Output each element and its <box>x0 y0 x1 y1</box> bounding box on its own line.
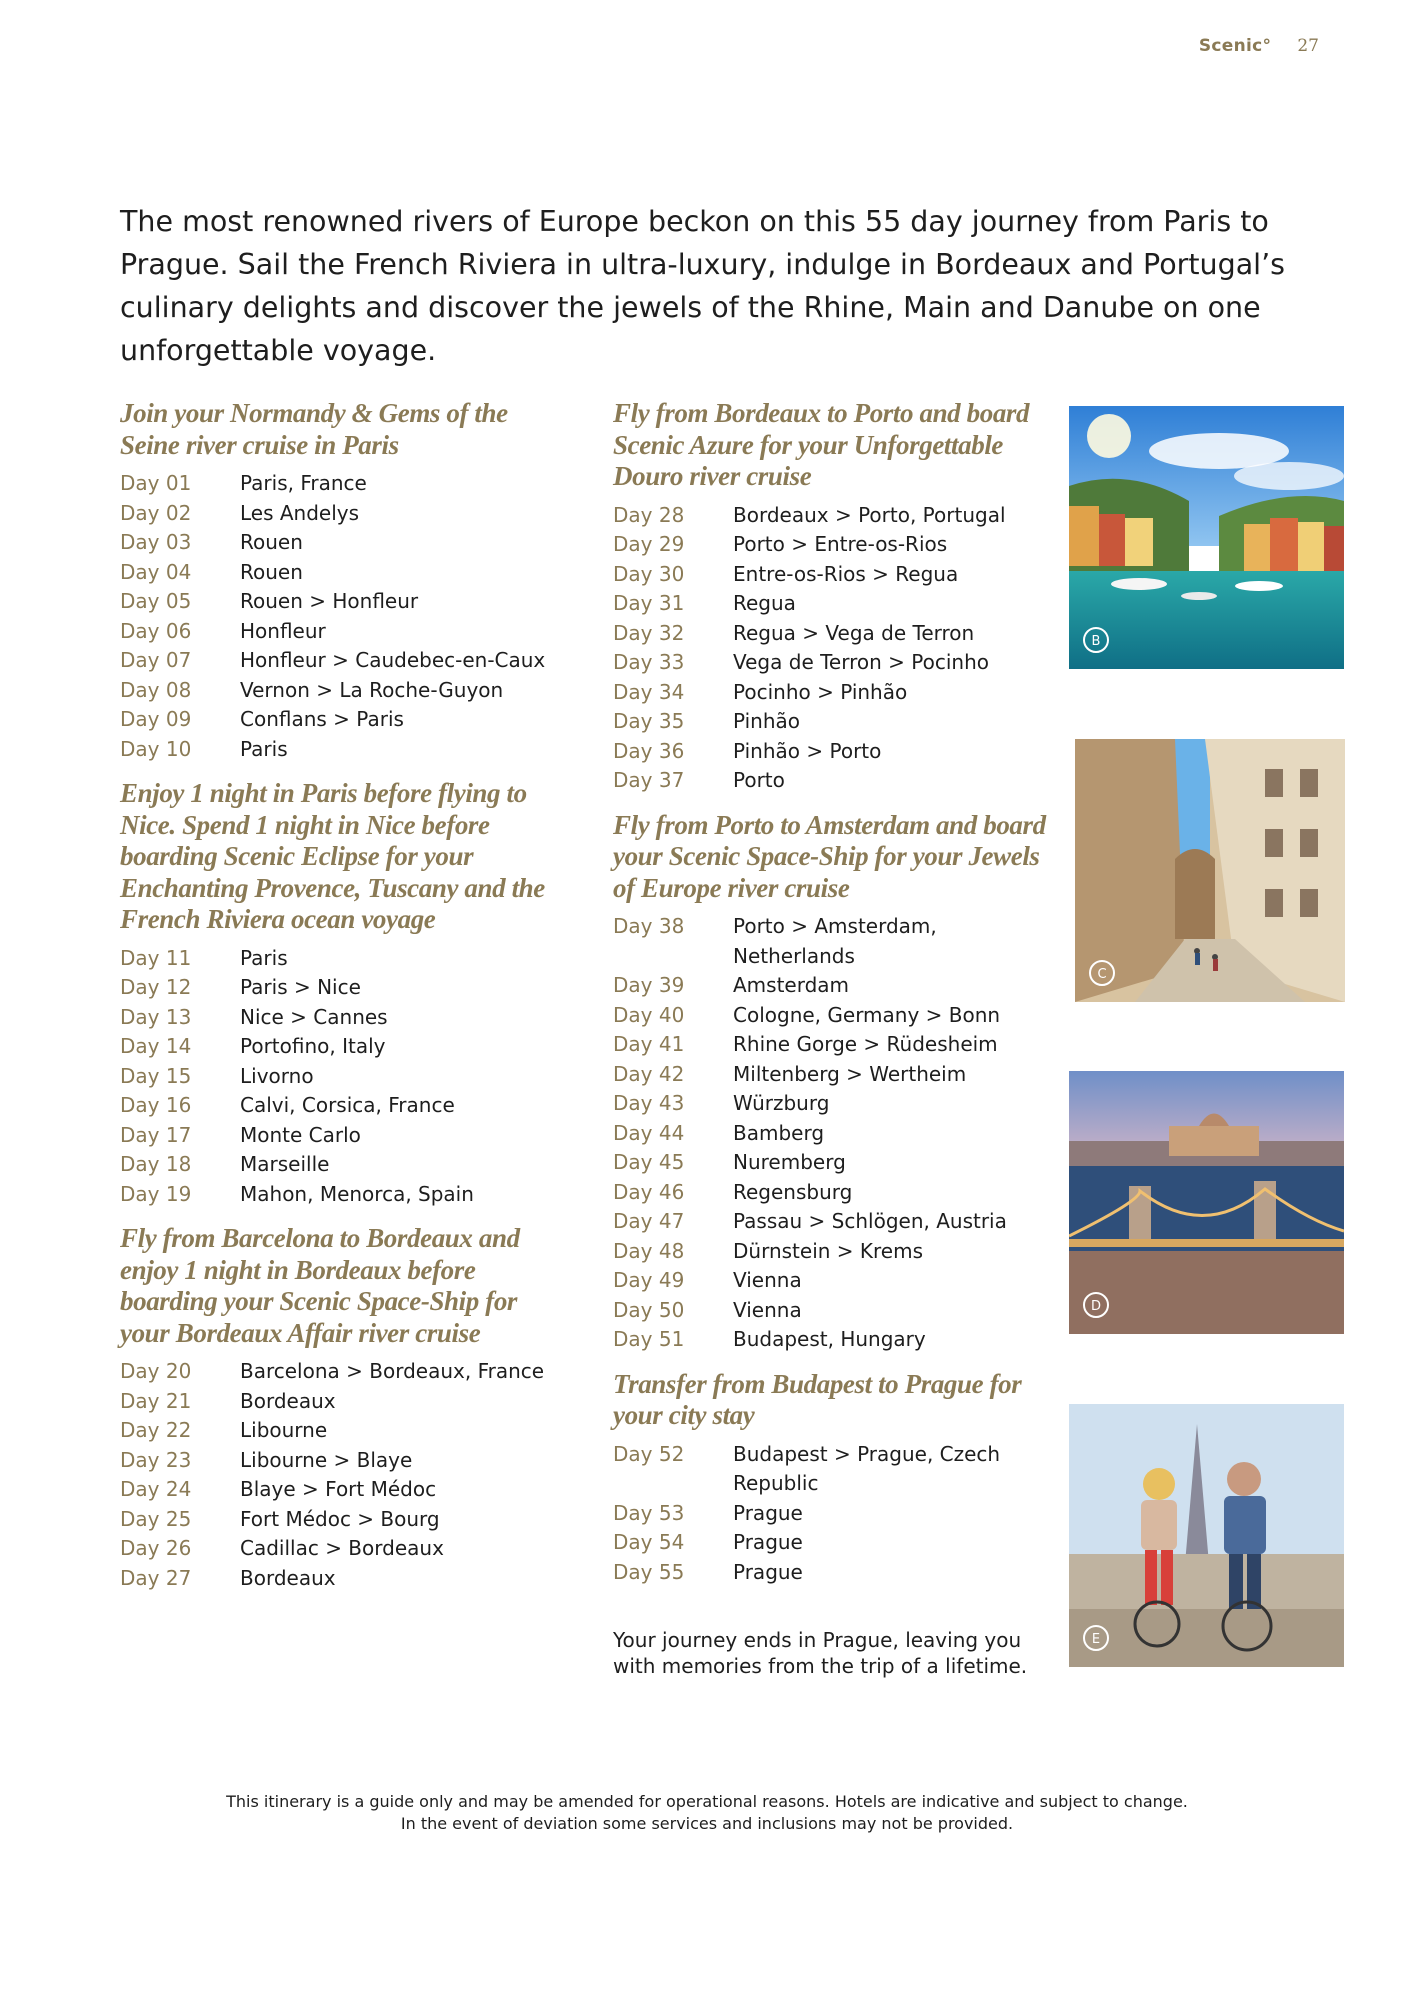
day-number: Day 50 <box>613 1297 685 1322</box>
itinerary-row <box>613 912 1053 971</box>
itinerary-row <box>613 1237 1053 1267</box>
day-number: Day 08 <box>120 677 192 702</box>
day-destination: Honfleur <box>240 618 326 643</box>
day-destination: Rouen > Honfleur <box>240 589 419 613</box>
itinerary-row <box>120 735 570 765</box>
day-number: Day 36 <box>613 738 685 763</box>
itinerary-list <box>613 1440 1053 1588</box>
day-destination: Prague <box>733 1500 803 1525</box>
day-number: Day 21 <box>120 1388 192 1413</box>
page-header <box>1199 36 1319 56</box>
itinerary-row <box>613 737 1053 767</box>
day-number: Day 35 <box>613 709 685 733</box>
itinerary-row <box>613 1178 1053 1208</box>
itinerary-list <box>120 469 570 764</box>
itinerary-row <box>613 707 1053 737</box>
day-number: Day 19 <box>120 1181 192 1206</box>
itinerary-list <box>120 944 570 1210</box>
itinerary-row <box>613 530 1053 560</box>
itinerary-row <box>120 1121 570 1151</box>
itinerary-list <box>613 912 1053 1355</box>
photo-budapest <box>1069 1071 1344 1334</box>
itinerary-row <box>613 1001 1053 1031</box>
disclaimer-footer <box>0 1791 1414 1835</box>
itinerary-row <box>613 1089 1053 1119</box>
itinerary-row <box>120 705 570 735</box>
day-number: Day 53 <box>613 1500 685 1525</box>
day-number: Day 26 <box>120 1536 192 1560</box>
day-number: Day 51 <box>613 1327 685 1351</box>
day-number: Day 38 <box>613 914 685 938</box>
day-destination: Cologne, Germany > Bonn <box>733 1002 1001 1027</box>
day-destination: Regua > Vega de Terron <box>733 620 975 645</box>
section-title: Fly from Bordeaux to Porto and board Scenic Azure for your Unforgettable Douro river cruise <box>613 398 1030 491</box>
street-illustration <box>1075 739 1345 1002</box>
day-number: Day 02 <box>120 500 192 525</box>
day-number: Day 45 <box>613 1150 685 1174</box>
day-number: Day 54 <box>613 1530 685 1554</box>
day-number: Day 44 <box>613 1120 685 1145</box>
itinerary-row <box>120 617 570 647</box>
day-destination: Miltenberg > Wertheim <box>733 1061 967 1086</box>
day-number: Day 27 <box>120 1565 192 1590</box>
section-title: Fly from Barcelona to Bordeaux and enjoy 1 night in Bordeaux before boarding your Scenic Space-Ship for your Bordeaux Affair river cruise <box>120 1223 520 1348</box>
day-number: Day 52 <box>613 1441 685 1466</box>
day-number: Day 13 <box>120 1004 192 1029</box>
photo-cyclists <box>1069 1404 1344 1667</box>
day-destination: Vienna <box>733 1268 802 1292</box>
day-number: Day 40 <box>613 1002 685 1027</box>
itinerary-row <box>120 676 570 706</box>
day-number: Day 33 <box>613 650 685 674</box>
itinerary-row <box>120 1091 570 1121</box>
day-number: Day 41 <box>613 1032 685 1056</box>
day-number: Day 39 <box>613 973 685 997</box>
day-number: Day 47 <box>613 1209 685 1233</box>
day-number: Day 12 <box>120 975 192 999</box>
day-number: Day 20 <box>120 1359 192 1383</box>
day-destination: Rouen <box>240 530 303 554</box>
day-destination: Libourne > Blaye <box>240 1447 413 1472</box>
day-number: Day 55 <box>613 1559 685 1584</box>
day-number: Day 18 <box>120 1152 192 1176</box>
itinerary-row <box>120 1357 570 1387</box>
photo-label-c: C <box>1089 960 1115 986</box>
day-destination: Blaye > Fort Médoc <box>240 1477 437 1501</box>
intro-paragraph: The most renowned rivers of Europe beckon on this 55 day journey from Paris to Prague. Sail the French Riviera in ultra-luxury, indulge in Bordeaux and Portugal’s culinary delights and discover the jewels of the Rhine, Main and Danube on one unforgettable voyage. <box>120 205 1285 367</box>
itinerary-row <box>120 1387 570 1417</box>
day-destination: Honfleur > Caudebec-en-Caux <box>240 648 546 672</box>
itinerary-row <box>613 1528 1053 1558</box>
day-destination: Monte Carlo <box>240 1122 361 1147</box>
day-destination: Bamberg <box>733 1120 825 1145</box>
day-number: Day 04 <box>120 559 192 584</box>
itinerary-row <box>120 646 570 676</box>
itinerary-row <box>613 1325 1053 1355</box>
day-destination: Fort Médoc > Bourg <box>240 1506 440 1531</box>
day-destination: Calvi, Corsica, France <box>240 1093 455 1117</box>
day-destination: Bordeaux <box>240 1565 336 1590</box>
itinerary-row <box>120 1534 570 1564</box>
itinerary-row <box>613 678 1053 708</box>
itinerary-row <box>613 619 1053 649</box>
itinerary-row <box>120 1416 570 1446</box>
itinerary-row <box>613 1207 1053 1237</box>
itinerary-row <box>120 1180 570 1210</box>
itinerary-row <box>120 1062 570 1092</box>
day-destination: Rouen <box>240 559 303 584</box>
cyclists-illustration <box>1069 1404 1344 1667</box>
disclaimer-line-2: In the event of deviation some services and inclusions may not be provided. <box>400 1814 1014 1833</box>
day-number: Day 28 <box>613 502 685 527</box>
itinerary-row <box>120 1150 570 1180</box>
itinerary-row <box>120 944 570 974</box>
day-destination: Barcelona > Bordeaux, France <box>240 1359 545 1383</box>
itinerary-list <box>613 501 1053 796</box>
itinerary-row <box>613 1558 1053 1588</box>
day-destination: Bordeaux > Porto, Portugal <box>733 502 1006 527</box>
disclaimer-line-1: This itinerary is a guide only and may be amended for operational reasons. Hotels are indicative and subject to change. <box>226 1792 1188 1811</box>
photo-portofino <box>1069 406 1344 669</box>
day-number: Day 49 <box>613 1268 685 1292</box>
day-destination: Porto > Entre-os-Rios <box>733 532 948 556</box>
photo-label-d: D <box>1083 1292 1109 1318</box>
budapest-illustration <box>1069 1071 1344 1334</box>
day-destination: Vernon > La Roche-Guyon <box>240 677 504 702</box>
itinerary-row <box>613 766 1053 796</box>
itinerary-row <box>613 1296 1053 1326</box>
day-number: Day 14 <box>120 1034 192 1058</box>
itinerary-row <box>613 1499 1053 1529</box>
itinerary-row <box>613 560 1053 590</box>
day-number: Day 43 <box>613 1091 685 1115</box>
day-number: Day 07 <box>120 648 192 672</box>
day-destination: Vega de Terron > Pocinho <box>733 650 989 674</box>
photo-label-b: B <box>1083 627 1109 653</box>
day-destination: Libourne <box>240 1418 328 1442</box>
photo-label-e: E <box>1083 1625 1109 1651</box>
day-destination: Marseille <box>240 1152 330 1176</box>
itinerary-row <box>120 1505 570 1535</box>
day-destination: Dürnstein > Krems <box>733 1238 923 1263</box>
day-destination: Nice > Cannes <box>240 1004 388 1029</box>
day-number: Day 32 <box>613 620 685 645</box>
day-destination: Paris <box>240 945 288 970</box>
day-number: Day 11 <box>120 945 192 970</box>
day-destination: Porto <box>733 768 785 792</box>
section-title: Transfer from Budapest to Prague for your city stay <box>613 1368 1022 1430</box>
itinerary-row <box>120 1475 570 1505</box>
day-destination: Regensburg <box>733 1179 853 1204</box>
day-destination: Pinhão <box>733 709 801 733</box>
section-title: Join your Normandy & Gems of the Seine river cruise in Paris <box>120 398 508 460</box>
day-destination: Budapest > Prague, Czech Republic <box>733 1441 1001 1495</box>
itinerary-row <box>613 1119 1053 1149</box>
day-destination: Paris <box>240 736 288 761</box>
day-number: Day 37 <box>613 768 685 792</box>
brand-name: Scenic° <box>1198 36 1272 56</box>
itinerary-row <box>613 501 1053 531</box>
day-number: Day 17 <box>120 1122 192 1147</box>
day-destination: Pocinho > Pinhão <box>733 679 908 704</box>
itinerary-row <box>613 589 1053 619</box>
day-destination: Porto > Amsterdam, Netherlands <box>733 914 937 968</box>
day-destination: Prague <box>733 1559 803 1584</box>
day-destination: Würzburg <box>733 1091 830 1115</box>
itinerary-row <box>120 469 570 499</box>
itinerary-row <box>120 1003 570 1033</box>
closing-text: Your journey ends in Prague, leaving you with memories from the trip of a lifetime. <box>613 1628 1028 1678</box>
day-number: Day 29 <box>613 532 685 556</box>
itinerary-row <box>613 1030 1053 1060</box>
day-number: Day 24 <box>120 1477 192 1501</box>
day-destination: Pinhão > Porto <box>733 738 882 763</box>
day-destination: Regua <box>733 591 796 615</box>
day-destination: Rhine Gorge > Rüdesheim <box>733 1032 998 1056</box>
day-destination: Bordeaux <box>240 1388 336 1413</box>
itinerary-row <box>613 1440 1053 1499</box>
itinerary-row <box>613 1060 1053 1090</box>
day-destination: Les Andelys <box>240 500 360 525</box>
portofino-illustration <box>1069 406 1344 669</box>
day-number: Day 06 <box>120 618 192 643</box>
itinerary-row <box>120 1032 570 1062</box>
day-destination: Paris > Nice <box>240 975 361 999</box>
itinerary-row <box>120 1564 570 1594</box>
day-number: Day 34 <box>613 679 685 704</box>
itinerary-row <box>613 1266 1053 1296</box>
day-number: Day 46 <box>613 1179 685 1204</box>
day-number: Day 48 <box>613 1238 685 1263</box>
day-destination: Paris, France <box>240 471 367 495</box>
day-destination: Cadillac > Bordeaux <box>240 1536 444 1560</box>
day-destination: Livorno <box>240 1063 314 1088</box>
day-number: Day 10 <box>120 736 192 761</box>
day-number: Day 15 <box>120 1063 192 1088</box>
day-destination: Vienna <box>733 1297 802 1322</box>
day-destination: Nuremberg <box>733 1150 846 1174</box>
day-destination: Portofino, Italy <box>240 1034 386 1058</box>
section-title: Enjoy 1 night in Paris before flying to Nice. Spend 1 night in Nice before boarding Scenic Eclipse for your Enchanting Provence, Tuscany and the French Riviera ocean voyage <box>120 778 545 934</box>
itinerary-row <box>120 528 570 558</box>
itinerary-list <box>120 1357 570 1593</box>
day-destination: Amsterdam <box>733 973 850 997</box>
day-destination: Entre-os-Rios > Regua <box>733 561 959 586</box>
day-number: Day 22 <box>120 1418 192 1442</box>
itinerary-row <box>120 558 570 588</box>
day-number: Day 30 <box>613 561 685 586</box>
col2-sections <box>613 398 1053 1587</box>
itinerary-column-left <box>120 398 570 1607</box>
day-number: Day 42 <box>613 1061 685 1086</box>
itinerary-column-right <box>613 398 1053 1679</box>
day-number: Day 31 <box>613 591 685 615</box>
itinerary-row <box>120 499 570 529</box>
day-destination: Conflans > Paris <box>240 707 404 731</box>
itinerary-row <box>120 973 570 1003</box>
itinerary-row <box>613 971 1053 1001</box>
itinerary-row <box>120 587 570 617</box>
day-number: Day 16 <box>120 1093 192 1117</box>
photo-street <box>1075 739 1345 1002</box>
page-number: 27 <box>1297 36 1319 56</box>
itinerary-row <box>613 648 1053 678</box>
itinerary-row <box>120 1446 570 1476</box>
itinerary-row <box>613 1148 1053 1178</box>
day-destination: Passau > Schlögen, Austria <box>733 1209 1007 1233</box>
day-number: Day 03 <box>120 530 192 554</box>
day-number: Day 05 <box>120 589 192 613</box>
day-number: Day 25 <box>120 1506 192 1531</box>
day-number: Day 09 <box>120 707 192 731</box>
day-destination: Prague <box>733 1530 803 1554</box>
day-destination: Budapest, Hungary <box>733 1327 926 1351</box>
day-number: Day 01 <box>120 471 192 495</box>
day-number: Day 23 <box>120 1447 192 1472</box>
section-title: Fly from Porto to Amsterdam and board your Scenic Space-Ship for your Jewels of Europe river cruise <box>613 809 1046 903</box>
day-destination: Mahon, Menorca, Spain <box>240 1181 474 1206</box>
